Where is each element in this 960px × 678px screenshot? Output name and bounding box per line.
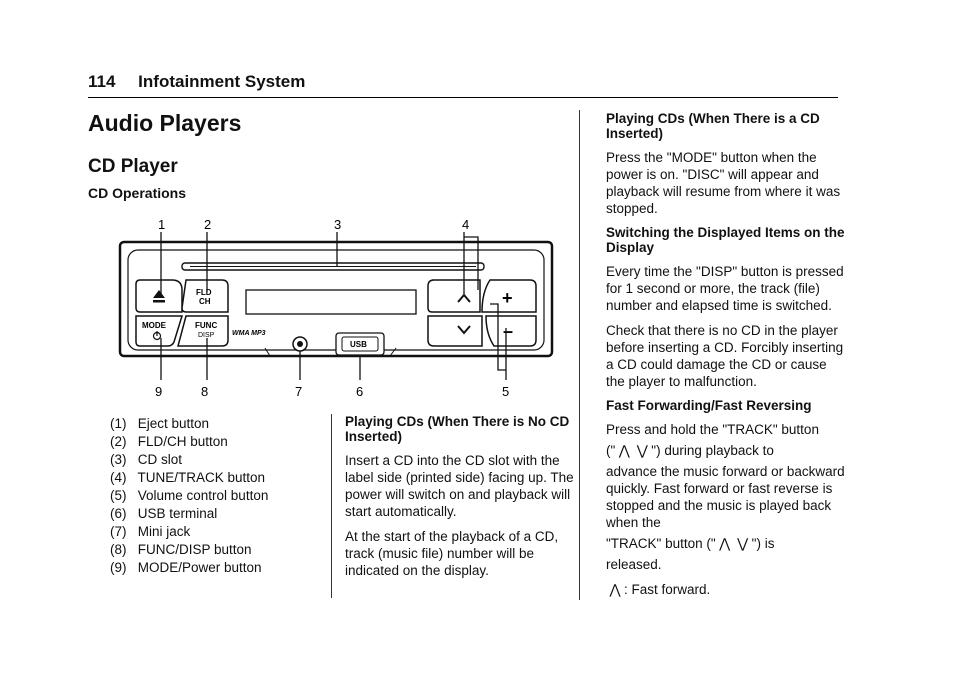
display-window: [246, 290, 416, 314]
tune-up-button: [428, 280, 480, 312]
mode-label: MODE: [142, 321, 166, 330]
minus-label: –: [503, 321, 514, 341]
callout-3: 3: [334, 217, 342, 232]
plus-label: +: [502, 288, 513, 308]
list-item: (1) Eject button: [110, 416, 210, 431]
page-title: Audio Players: [88, 110, 242, 136]
callout-8: 8: [201, 384, 209, 399]
cd-warning-paragraph: Check that there is no CD in the player before inserting a CD. Forcibly inserting a CD could damage the CD or cause the player to malfunction.: [606, 323, 844, 389]
track-down-icon: ⋁: [737, 536, 749, 551]
disp-label: DISP: [198, 332, 215, 339]
fast-forward-paragraph: Press and hold the "TRACK" button (" ⋀ ⋁ ") during playback to advance the music forward or backward quickly. Fast forward or fast reverse is stopped and the music is played back when the "TRACK" button (" ⋀ ⋁ ") is released. ⋀ : Fast forward.: [606, 422, 845, 597]
middle-column-divider: [331, 414, 332, 598]
callout-5: 5: [502, 384, 510, 399]
callout-9: 9: [155, 384, 163, 399]
list-item: (6) USB terminal: [110, 506, 218, 521]
header-rule: [88, 97, 838, 98]
list-item: (4) TUNE/TRACK button: [110, 470, 266, 485]
func-label: FUNC: [195, 321, 218, 330]
list-item: (2) FLD/CH button: [110, 434, 228, 449]
list-item: (9) MODE/Power button: [110, 560, 262, 575]
page-header: [88, 72, 305, 92]
track-up-icon: ⋀: [719, 536, 731, 551]
cd-player-diagram: [110, 210, 560, 405]
parts-list: [110, 415, 268, 577]
no-cd-paragraph-1: Insert a CD into the CD slot with the label side (printed side) facing up. The power will switch on and playback will start automatically.: [345, 453, 574, 519]
callout-7: 7: [295, 384, 303, 399]
list-item: (8) FUNC/DISP button: [110, 542, 252, 557]
callout-2: 2: [204, 217, 212, 232]
display-items-paragraph: Every time the "DISP" button is pressed for 1 second or more, the track (file) number and elapsed time is switched.: [606, 264, 844, 313]
usb-label: USB: [350, 340, 367, 349]
section-title: Infotainment System: [138, 72, 306, 91]
cd-inserted-paragraph: Press the "MODE" button when the power is on. "DISC" will appear and playback will resume from where it was stopped.: [606, 150, 841, 216]
section-subtitle: CD Player: [88, 156, 178, 177]
middle-column: [345, 414, 585, 587]
list-item: (5) Volume control button: [110, 488, 269, 503]
operations-heading: CD Operations: [88, 185, 187, 201]
callout-4: 4: [462, 217, 470, 232]
callout-1: 1: [158, 217, 166, 232]
page-number: 114: [88, 72, 116, 91]
right-column: [606, 111, 846, 598]
no-cd-paragraph-2: At the start of the playback of a CD, track (music file) number will be indicated on the display.: [345, 529, 559, 578]
no-cd-heading: Playing CDs (When There is No CD Inserted): [345, 414, 570, 444]
track-up-icon: ⋀: [618, 443, 630, 458]
callout-6: 6: [356, 384, 364, 399]
cd-inserted-heading: Playing CDs (When There is a CD Inserted): [606, 111, 820, 141]
list-item: (7) Mini jack: [110, 524, 191, 539]
fast-forward-heading: Fast Forwarding/Fast Reversing: [606, 398, 812, 413]
list-item: (3) CD slot: [110, 452, 183, 467]
wma-mp3-logo: WMA MP3: [232, 330, 266, 337]
track-down-icon: ⋁: [636, 443, 648, 458]
fast-forward-icon: ⋀: [609, 582, 621, 597]
ch-label: CH: [199, 297, 211, 306]
display-items-heading: Switching the Displayed Items on the Display: [606, 225, 845, 255]
fld-label: FLD: [196, 288, 212, 297]
tune-down-button: [428, 316, 482, 346]
